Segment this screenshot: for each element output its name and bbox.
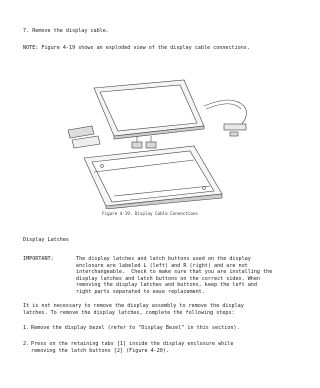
display-panel-illustration: [94, 80, 204, 139]
paragraph-line: latches. To remove the display latches, complete the following steps:: [23, 309, 235, 316]
step-7-text: 7. Remove the display cable.: [23, 28, 109, 34]
note-text: NOTE: Figure 4-19 shows an exploded view of the display cable connections.: [23, 45, 250, 51]
inverter-board-illustration: [68, 126, 100, 148]
step-1-text: Remove the display bezel (refer to "Display Bezel" in this section).: [31, 325, 240, 331]
step-2-number: 2.: [23, 341, 30, 347]
display-cable-exploded-figure: [54, 76, 268, 209]
important-line: right parts separated to ease replacement.: [76, 288, 205, 295]
section-title: Display Latches: [23, 237, 70, 243]
important-line: enclosure are labeled L (left) and R (right) and are not: [76, 262, 248, 269]
important-label: IMPORTANT:: [23, 256, 54, 262]
step-1-number: 1.: [23, 325, 30, 331]
figure-caption: Figure 4-19. Display Cable Connections: [102, 211, 198, 216]
step-2-text: Press on the retaining tabs [1] inside the display enclosure while: [31, 341, 234, 347]
display-enclosure-illustration: [84, 146, 222, 209]
important-line: display latches and latch buttons on the correct sides. When: [76, 275, 261, 282]
connector-parts-illustration: [132, 136, 156, 148]
important-line: interchangeable. Check to make sure that you are installing the: [76, 269, 273, 275]
paragraph-line: It is not necessary to remove the display assembly to remove the display: [23, 303, 244, 309]
display-cable-illustration: [204, 100, 247, 136]
important-line: The display latches and latch buttons used on the display: [76, 256, 251, 262]
important-line: removing the display latches and buttons, keep the left and: [76, 282, 257, 288]
step-2-text: removing the latch buttons [2] (Figure 4-20).: [31, 347, 170, 354]
